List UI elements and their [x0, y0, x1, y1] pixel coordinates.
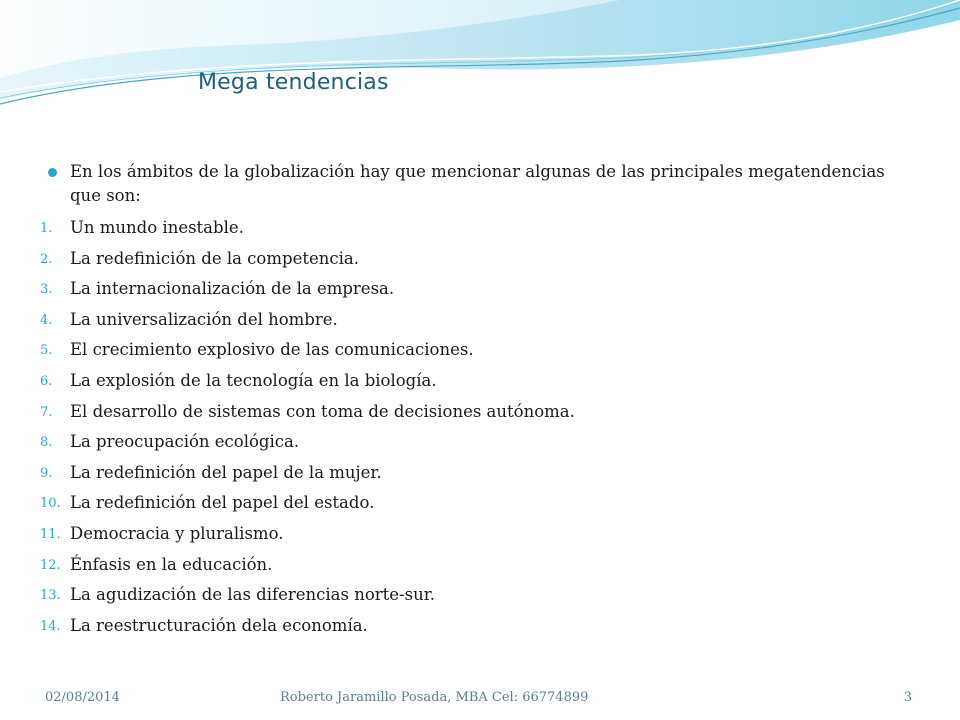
list-item	[40, 614, 920, 645]
list-item-number: 9.	[40, 465, 53, 481]
list-item	[40, 247, 920, 278]
list-item-text: La redefinición del papel del estado.	[70, 493, 375, 513]
list-item-number: 7.	[40, 404, 53, 420]
footer	[0, 690, 960, 710]
list-item-number: 11.	[40, 526, 61, 542]
list-item-number: 14.	[40, 618, 61, 634]
list-item	[40, 522, 920, 553]
list-item	[40, 553, 920, 584]
list-item	[40, 400, 920, 431]
list-item-number: 10.	[40, 496, 61, 512]
list-item-number: 6.	[40, 373, 53, 389]
list-item	[40, 338, 920, 369]
list-item-number: 4.	[40, 312, 53, 328]
list-item-text: La explosión de la tecnología en la biología.	[70, 370, 437, 390]
bullet-dot-icon	[48, 168, 57, 177]
list-item	[40, 583, 920, 614]
list-item-text: Un mundo inestable.	[70, 218, 244, 237]
list-item	[40, 277, 920, 308]
footer-date: 02/08/2014	[45, 690, 120, 705]
slide-title: Mega tendencias	[198, 70, 389, 95]
list-item	[40, 430, 920, 461]
list-item-number: 5.	[40, 343, 53, 359]
list-item-text: La redefinición de la competencia.	[70, 248, 359, 268]
list-item-text: Democracia y pluralismo.	[70, 523, 284, 543]
list-item	[40, 491, 920, 522]
list-item-text: La redefinición del papel de la mujer.	[70, 462, 382, 482]
list-item-text: La agudización de las diferencias norte-sur.	[70, 585, 436, 605]
megatrends-list	[40, 216, 920, 644]
wave-banner	[0, 0, 960, 110]
list-item-text: La universalización del hombre.	[70, 309, 338, 329]
list-item	[40, 216, 920, 247]
list-item-text: La reestructuración dela economía.	[70, 615, 368, 635]
list-item-number: 8.	[40, 435, 53, 451]
list-item-number: 13.	[40, 588, 61, 604]
list-item-text: El desarrollo de sistemas con toma de decisiones autónoma.	[70, 401, 575, 421]
list-item	[40, 308, 920, 339]
list-item-text: El crecimiento explosivo de las comunicaciones.	[70, 340, 474, 360]
list-item-number: 2.	[40, 251, 53, 267]
list-item-number: 3.	[40, 282, 53, 298]
page-number: 3	[903, 690, 912, 705]
list-item-text: La preocupación ecológica.	[70, 432, 300, 452]
footer-author: Roberto Jaramillo Posada, MBA Cel: 66774899	[280, 690, 589, 705]
intro-text: En los ámbitos de la globalización hay que mencionar algunas de las principales megatendencias que son:	[70, 162, 885, 205]
list-item	[40, 461, 920, 492]
intro-bullet	[40, 160, 920, 208]
list-item-number: 12.	[40, 557, 61, 573]
list-item-text: Énfasis en la educación.	[70, 554, 273, 574]
slide-content	[40, 160, 920, 644]
list-item-number: 1.	[40, 221, 53, 236]
list-item	[40, 369, 920, 400]
list-item-text: La internacionalización de la empresa.	[70, 279, 395, 299]
